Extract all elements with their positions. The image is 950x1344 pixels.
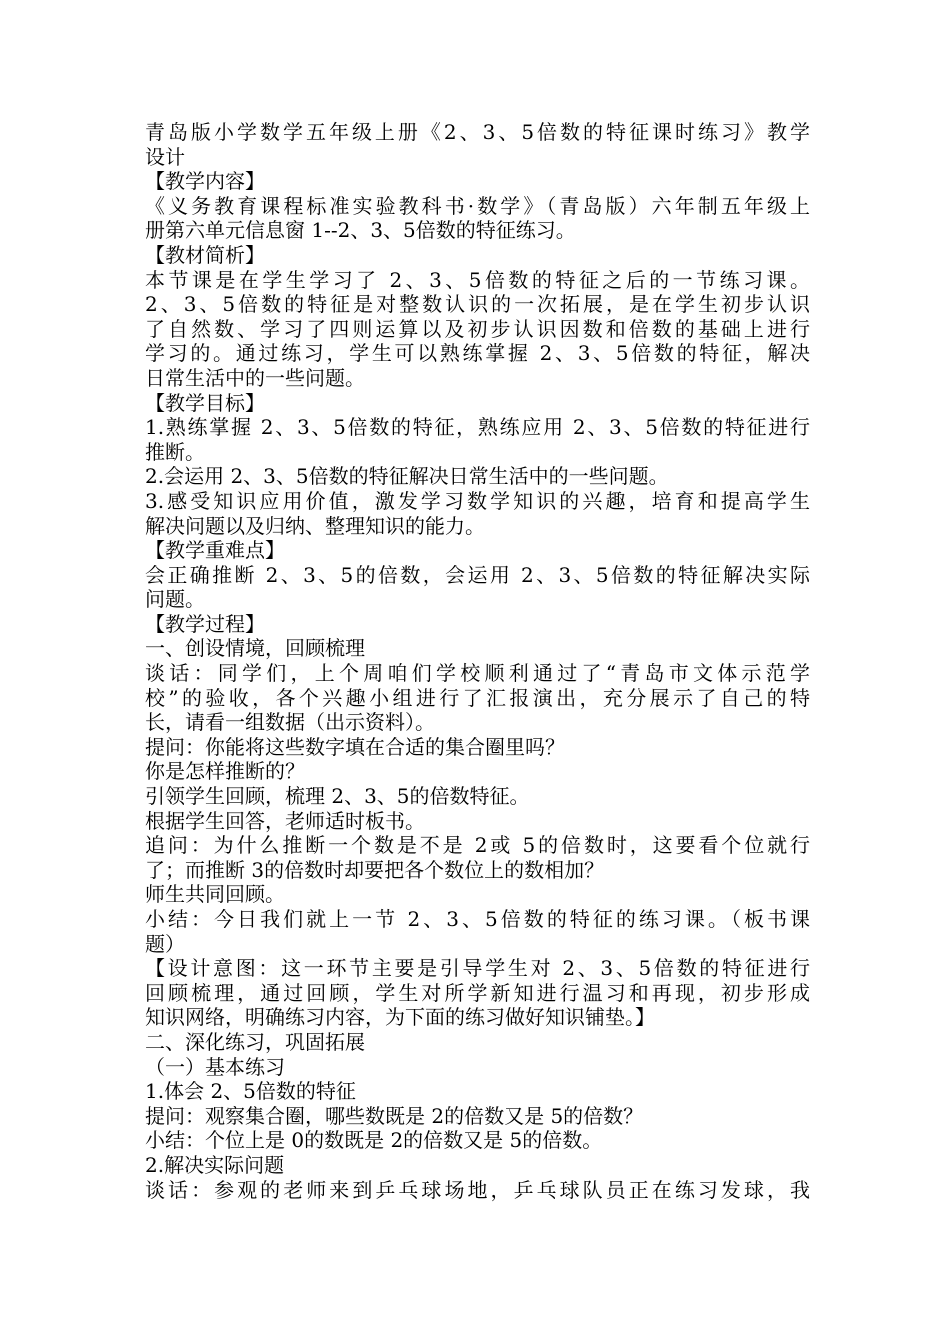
paragraph-line: 了；而推断 3的倍数时却要把各个数位上的数相加？ [145,857,605,882]
section-heading-process: 【教学过程】 [145,611,265,636]
paragraph-line: 推断。 [145,439,205,464]
paragraph-line: 知识网络，明确练习内容，为下面的练习做好知识铺垫。】 [145,1005,655,1030]
paragraph-line: 校”的验收，各个兴趣小组进行了汇报演出，充分展示了自己的特 [145,685,810,710]
paragraph-line: 1.熟练掌握 2、3、5倍数的特征，熟练应用 2、3、5倍数的特征进行 [145,415,810,440]
paragraph-line: 根据学生回答，老师适时板书。 [145,808,425,833]
paragraph-line: 题） [145,931,185,956]
paragraph-line: 《义务教育课程标准实验教科书·数学》（青岛版）六年制五年级上 [145,193,810,218]
paragraph-line: 1.体会 2、5倍数的特征 [145,1079,356,1104]
paragraph-line: 小结：今日我们就上一节 2、3、5倍数的特征的练习课。（板书课 [145,907,810,931]
paragraph-line: 会正确推断 2、3、5的倍数，会运用 2、3、5倍数的特征解决实际 [145,562,810,587]
document-body [145,120,810,1202]
doc-title-line-2: 设计 [145,144,185,169]
paragraph-line: 日常生活中的一些问题。 [145,365,365,390]
paragraph-line: 追问：为什么推断一个数是不是 2或 5的倍数时，这要看个位就行 [145,833,810,858]
paragraph-line: 提问：你能将这些数字填在合适的集合圈里吗？ [145,734,565,759]
subsection-heading: 二、深化练习，巩固拓展 [145,1029,365,1054]
section-heading-goals: 【教学目标】 [145,390,265,415]
paragraph-line: 学习的。通过练习，学生可以熟练掌握 2、3、5倍数的特征，解决 [145,341,810,366]
subsection-heading: 一、创设情境，回顾梳理 [145,636,365,661]
section-heading-keypoints: 【教学重难点】 [145,538,285,563]
subsection-heading: （一）基本练习 [145,1054,285,1079]
paragraph-line: 2、3、5倍数的特征是对整数认识的一次拓展，是在学生初步认识 [145,292,810,317]
paragraph-line: 2.解决实际问题 [145,1152,285,1177]
paragraph-line: 解决问题以及归纳、整理知识的能力。 [145,513,485,538]
paragraph-line: 问题。 [145,587,205,612]
doc-title-line-1: 青岛版小学数学五年级上册《2、3、5倍数的特征课时练习》教学 [145,120,810,144]
paragraph-line: 长，请看一组数据（出示资料）。 [145,710,435,735]
section-heading-analysis: 【教材简析】 [145,242,265,267]
paragraph-line: 了自然数、学习了四则运算以及初步认识因数和倍数的基础上进行 [145,316,810,341]
paragraph-line: 册第六单元信息窗 1--2、3、5倍数的特征练习。 [145,218,576,243]
paragraph-line: 引领学生回顾，梳理 2、3、5的倍数特征。 [145,784,530,809]
paragraph-line: 回顾梳理，通过回顾，学生对所学新知进行温习和再现，初步形成 [145,980,810,1005]
paragraph-line: 【设计意图：这一环节主要是引导学生对 2、3、5倍数的特征进行 [145,956,810,981]
paragraph-line: 谈话：同学们，上个周咱们学校顺利通过了“青岛市文体示范学 [145,661,810,686]
paragraph-line: 你是怎样推断的？ [145,759,305,784]
section-heading-content: 【教学内容】 [145,169,265,194]
paragraph-line: 3.感受知识应用价值，激发学习数学知识的兴趣，培育和提高学生 [145,488,810,513]
paragraph-line: 2.会运用 2、3、5倍数的特征解决日常生活中的一些问题。 [145,464,669,489]
paragraph-line: 提问：观察集合圈，哪些数既是 2的倍数又是 5的倍数？ [145,1103,644,1128]
paragraph-line: 师生共同回顾。 [145,882,285,907]
paragraph-line: 谈话：参观的老师来到乒乓球场地，乒乓球队员正在练习发球，我 [145,1177,810,1202]
paragraph-line: 本节课是在学生学习了 2、3、5倍数的特征之后的一节练习课。 [145,267,810,292]
paragraph-line: 小结：个位上是 0的数既是 2的倍数又是 5的倍数。 [145,1128,603,1153]
